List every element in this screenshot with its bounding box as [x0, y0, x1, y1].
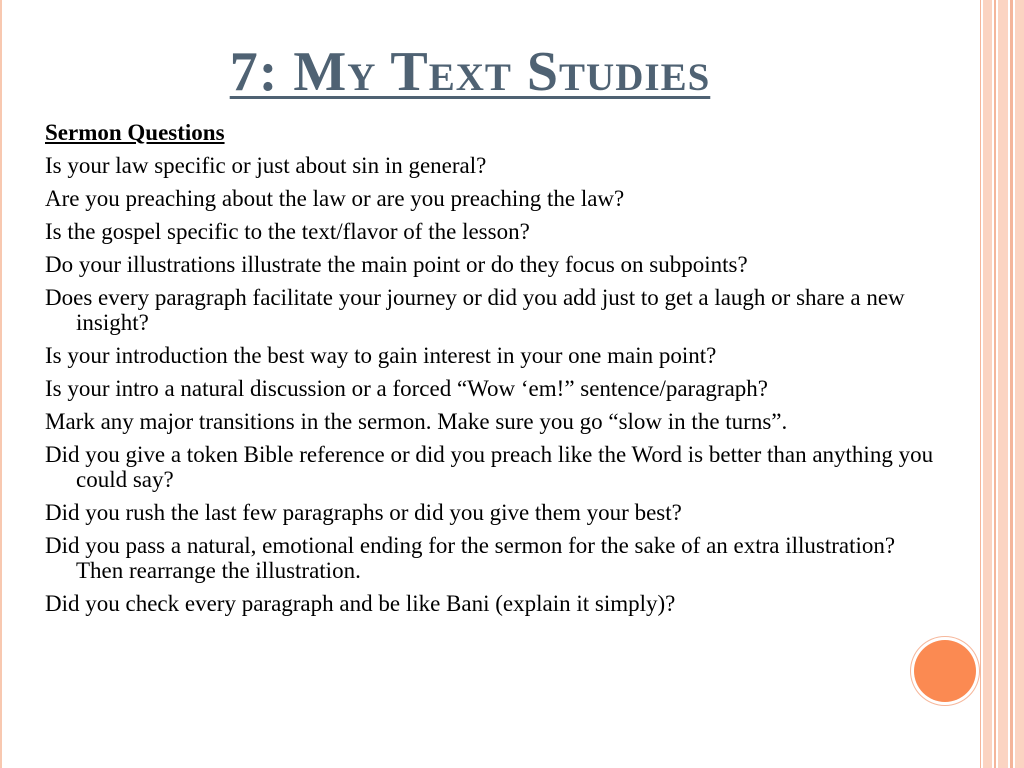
- question-item: Mark any major transitions in the sermon. Make sure you go “slow in the turns”.: [45, 409, 788, 434]
- question-item: Is your law specific or just about sin in general?: [45, 153, 487, 178]
- section-heading: Sermon Questions: [45, 120, 225, 145]
- stripe: [980, 0, 981, 768]
- slide-left-border: [0, 0, 8, 768]
- slide-body: [45, 120, 935, 624]
- question-item: Are you preaching about the law or are you preaching the law?: [45, 186, 625, 211]
- stripe: [998, 0, 1008, 768]
- stripe: [994, 0, 996, 768]
- question-item: Did you give a token Bible reference or did you preach like the Word is better than anything you could say?: [45, 442, 934, 492]
- question-item: Did you rush the last few paragraphs or did you give them your best?: [45, 500, 682, 525]
- stripe: [1015, 0, 1024, 768]
- question-item: Is the gospel specific to the text/flavor of the lesson?: [45, 219, 530, 244]
- decorative-circle-icon: [914, 640, 976, 702]
- question-item: Do your illustrations illustrate the main point or do they focus on subpoints?: [45, 252, 748, 277]
- question-item: Is your introduction the best way to gain interest in your one main point?: [45, 343, 717, 368]
- question-item: Does every paragraph facilitate your journey or did you add just to get a laugh or share a new insight?: [45, 285, 905, 335]
- question-item: Did you check every paragraph and be like Bani (explain it simply)?: [45, 591, 676, 616]
- question-item: Is your intro a natural discussion or a forced “Wow ‘em!” sentence/paragraph?: [45, 376, 768, 401]
- slide-title: 7: My Text Studies: [229, 41, 711, 103]
- stripe: [1010, 0, 1013, 768]
- question-item: Did you pass a natural, emotional ending for the sermon for the sake of an extra illustration? Then rearrange the illustration.: [45, 533, 896, 583]
- stripe: [983, 0, 992, 768]
- decorative-stripes: [980, 0, 1024, 768]
